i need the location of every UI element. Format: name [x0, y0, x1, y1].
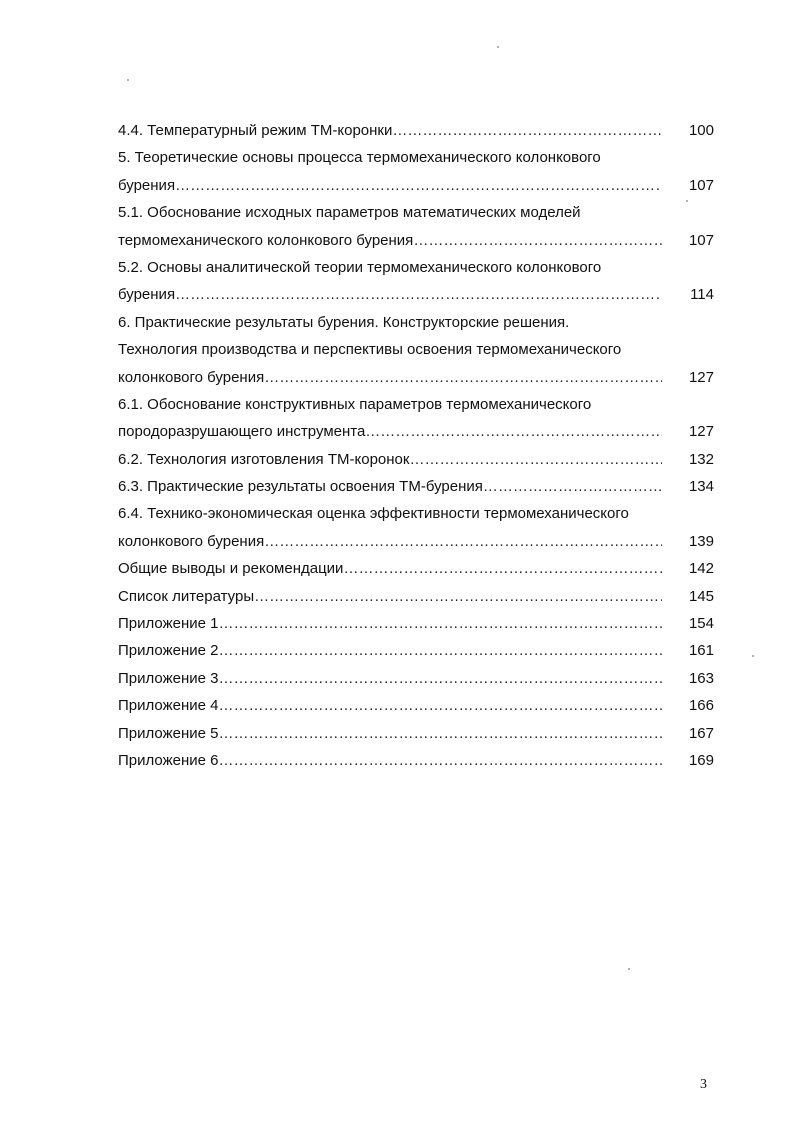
toc-entry-line — [118, 336, 714, 363]
toc-entry-line — [118, 665, 714, 692]
toc-dot-leader — [343, 555, 662, 582]
toc-entry-text: 4.4. Температурный режим ТМ-коронки — [118, 122, 393, 139]
toc-dot-leader — [219, 692, 663, 719]
toc-entry-line — [118, 583, 714, 610]
toc-entry-text: Приложение 2 — [118, 642, 219, 660]
toc-dot-leader — [392, 117, 662, 144]
toc-page-ref: 107 — [688, 176, 714, 194]
table-of-contents — [118, 117, 714, 774]
toc-entry-text: Технология производства и перспективы освоения термомеханического — [118, 341, 622, 359]
toc-entry-line — [118, 500, 714, 527]
toc-entry-text: Приложение 6 — [118, 751, 219, 769]
toc-entry-line — [118, 555, 714, 582]
toc-entry-text: колонкового бурения — [118, 532, 265, 550]
toc-dot-leader — [483, 473, 662, 500]
toc-dot-leader — [175, 281, 662, 308]
toc-entry — [118, 692, 714, 719]
toc-entry-text: 5.1. Обоснование исходных параметров математических моделей — [118, 204, 581, 222]
toc-dot-leader — [219, 610, 663, 637]
toc-entry-text: Приложение 5 — [118, 724, 219, 742]
page-number: 3 — [700, 1077, 707, 1092]
toc-entry-text: 6.2. Технология изготовления ТМ-коронок — [118, 450, 410, 468]
toc-dot-leader — [254, 583, 662, 610]
toc-entry — [118, 747, 714, 774]
toc-entry-line — [118, 473, 714, 500]
toc-entry-text: колонкового бурения — [118, 368, 265, 386]
toc-entry-text: Приложение 3 — [118, 669, 219, 687]
toc-entry-text: Приложение 4 — [118, 697, 219, 715]
toc-entry — [118, 555, 714, 582]
toc-page-ref: 169 — [688, 751, 714, 769]
toc-entry — [118, 199, 714, 254]
toc-entry-text: бурения — [118, 176, 176, 194]
toc-entry-text: Приложение 1 — [118, 615, 219, 633]
toc-entry-line — [118, 692, 714, 719]
toc-entry — [118, 500, 714, 555]
toc-entry-text: 6.4. Технико-экономическая оценка эффективности термомеханического — [118, 505, 629, 523]
toc-page-ref: 145 — [688, 587, 714, 605]
toc-entry-text: 6.3. Практические результаты освоения ТМ-бурения — [118, 478, 483, 496]
toc-entry — [118, 720, 714, 747]
toc-page-ref: 134 — [688, 478, 714, 496]
toc-dot-leader — [264, 364, 662, 391]
toc-page-ref: 154 — [688, 615, 714, 633]
toc-entry-text: 6.1. Обоснование конструктивных параметров термомеханического — [118, 395, 592, 413]
toc-entry-text: породоразрушающего инструмента — [118, 423, 366, 441]
scan-speck — [628, 968, 630, 970]
toc-entry-text: Общие выводы и рекомендации — [118, 560, 344, 578]
toc-entry — [118, 637, 714, 664]
toc-dot-leader — [264, 528, 662, 555]
toc-entry-line — [118, 364, 714, 391]
toc-entry-text: термомеханического колонкового бурения — [118, 231, 414, 249]
toc-entry-line — [118, 227, 714, 254]
toc-entry — [118, 446, 714, 473]
toc-entry-line — [118, 610, 714, 637]
toc-entry — [118, 144, 714, 199]
toc-page-ref: 127 — [688, 368, 714, 386]
toc-dot-leader — [175, 172, 662, 199]
toc-entry — [118, 254, 714, 309]
toc-entry-text: 6. Практические результаты бурения. Конструкторские решения. — [118, 313, 570, 331]
toc-page-ref: 163 — [688, 669, 714, 687]
toc-entry-line — [118, 418, 714, 445]
toc-entry-line — [118, 637, 714, 664]
toc-dot-leader — [413, 227, 662, 254]
toc-page-ref: 166 — [688, 697, 714, 715]
toc-entry-line — [118, 254, 714, 281]
toc-entry-line — [118, 720, 714, 747]
toc-dot-leader — [409, 446, 662, 473]
toc-entry-line — [118, 172, 714, 199]
toc-page-ref: 132 — [688, 450, 714, 468]
toc-entry-line — [118, 281, 714, 308]
toc-page-ref: 167 — [688, 724, 714, 742]
toc-dot-leader — [219, 637, 663, 664]
scan-speck — [497, 46, 499, 48]
toc-page-ref: 127 — [688, 423, 714, 441]
toc-entry — [118, 665, 714, 692]
toc-dot-leader — [365, 418, 662, 445]
toc-entry-text: 5. Теоретические основы процесса термомеханического колонкового — [118, 149, 601, 167]
toc-page-ref: 161 — [688, 642, 714, 660]
toc-page-ref: 114 — [690, 286, 714, 304]
toc-page-ref: 107 — [688, 231, 714, 249]
toc-entry-line — [118, 446, 714, 473]
toc-entry-line — [118, 199, 714, 226]
toc-entry-line — [118, 144, 714, 171]
toc-entry — [118, 473, 714, 500]
toc-entry-line — [118, 391, 714, 418]
toc-entry-line — [118, 528, 714, 555]
toc-dot-leader — [219, 665, 663, 692]
toc-page-ref: 100 — [688, 122, 714, 139]
toc-entry — [118, 610, 714, 637]
toc-entry-text: бурения — [118, 286, 176, 304]
scan-speck — [752, 655, 754, 657]
toc-entry — [118, 309, 714, 391]
toc-entry-line — [118, 309, 714, 336]
toc-page-ref: 142 — [688, 560, 714, 578]
toc-entry — [118, 583, 714, 610]
toc-entry — [118, 117, 714, 144]
toc-page-ref: 139 — [688, 532, 714, 550]
toc-entry-line — [118, 117, 714, 144]
toc-entry-text: Список литературы — [118, 587, 255, 605]
toc-dot-leader — [219, 747, 663, 774]
toc-entry-text: 5.2. Основы аналитической теории термомеханического колонкового — [118, 258, 602, 276]
toc-entry-line — [118, 747, 714, 774]
toc-entry — [118, 391, 714, 446]
toc-dot-leader — [219, 720, 663, 747]
scan-speck — [127, 79, 129, 81]
